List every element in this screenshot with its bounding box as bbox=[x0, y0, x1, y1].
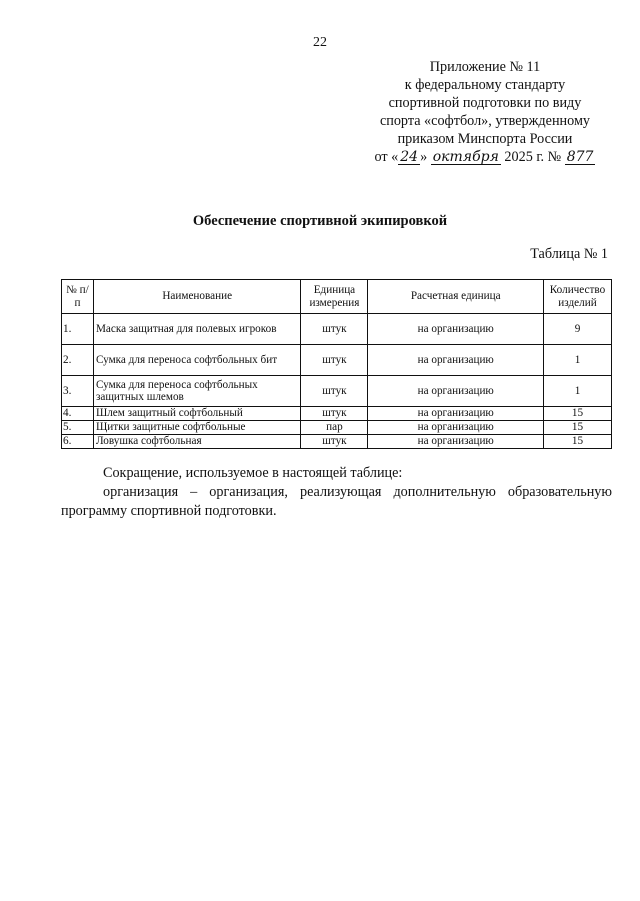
order-day: 24 bbox=[400, 149, 419, 165]
cell-calc: на организацию bbox=[368, 435, 544, 449]
table-row bbox=[62, 314, 612, 345]
table-caption: Таблица № 1 bbox=[530, 246, 608, 262]
header-calc: Расчетная единица bbox=[368, 280, 544, 314]
order-year: 2025 г. № bbox=[504, 149, 562, 165]
cell-num: 6. bbox=[62, 435, 94, 449]
cell-qty: 1 bbox=[544, 345, 612, 376]
cell-qty: 9 bbox=[544, 314, 612, 345]
cell-qty: 1 bbox=[544, 376, 612, 407]
abbreviation-definition: организация – организация, реализующая дополнительную образовательную программу спортивной подготовки. bbox=[61, 484, 612, 519]
cell-unit: пар bbox=[301, 421, 368, 435]
cell-qty: 15 bbox=[544, 435, 612, 449]
appendix-line-2: к федеральному стандарту bbox=[404, 77, 566, 93]
cell-name: Маска защитная для полевых игроков bbox=[93, 314, 301, 345]
cell-num: 5. bbox=[62, 421, 94, 435]
header-num: № п/п bbox=[62, 280, 94, 314]
cell-qty: 15 bbox=[544, 421, 612, 435]
cell-name: Щитки защитные софтбольные bbox=[93, 421, 301, 435]
header-unit: Единица измерения bbox=[301, 280, 368, 314]
cell-unit: штук bbox=[301, 345, 368, 376]
appendix-block bbox=[360, 58, 610, 166]
cell-unit: штук bbox=[301, 314, 368, 345]
table-row bbox=[62, 435, 612, 449]
cell-calc: на организацию bbox=[368, 376, 544, 407]
order-number: 877 bbox=[566, 149, 594, 165]
cell-num: 2. bbox=[62, 345, 94, 376]
header-name: Наименование bbox=[93, 280, 301, 314]
cell-unit: штук bbox=[301, 376, 368, 407]
cell-name: Сумка для переноса софтбольных бит bbox=[93, 345, 301, 376]
cell-unit: штук bbox=[301, 435, 368, 449]
order-date-line bbox=[360, 148, 610, 166]
cell-calc: на организацию bbox=[368, 314, 544, 345]
cell-calc: на организацию bbox=[368, 345, 544, 376]
notes-block bbox=[61, 464, 612, 521]
cell-calc: на организацию bbox=[368, 421, 544, 435]
table-header-row bbox=[62, 280, 612, 314]
cell-num: 4. bbox=[62, 407, 94, 421]
cell-name: Ловушка софтбольная bbox=[93, 435, 301, 449]
table-row bbox=[62, 345, 612, 376]
cell-qty: 15 bbox=[544, 407, 612, 421]
cell-calc: на организацию bbox=[368, 407, 544, 421]
date-prefix: от « bbox=[374, 149, 399, 165]
appendix-line-1: Приложение № 11 bbox=[429, 59, 541, 75]
cell-name: Сумка для переноса софтбольных защитных шлемов bbox=[93, 376, 301, 407]
table-row bbox=[62, 421, 612, 435]
appendix-line-4: спорта «софтбол», утвержденному bbox=[379, 113, 591, 129]
order-month: октября bbox=[432, 149, 499, 165]
cell-num: 3. bbox=[62, 376, 94, 407]
abbreviation-intro: Сокращение, используемое в настоящей таблице: bbox=[103, 465, 403, 481]
equipment-table bbox=[61, 279, 612, 449]
table-row bbox=[62, 376, 612, 407]
document-title: Обеспечение спортивной экипировкой bbox=[192, 213, 448, 229]
cell-name: Шлем защитный софтбольный bbox=[93, 407, 301, 421]
cell-num: 1. bbox=[62, 314, 94, 345]
header-qty: Количество изделий bbox=[544, 280, 612, 314]
cell-unit: штук bbox=[301, 407, 368, 421]
date-mid: » bbox=[420, 149, 428, 165]
appendix-line-3: спортивной подготовки по виду bbox=[388, 95, 582, 111]
page-number: 22 bbox=[313, 35, 327, 50]
table-row bbox=[62, 407, 612, 421]
appendix-line-5: приказом Минспорта России bbox=[397, 131, 573, 147]
